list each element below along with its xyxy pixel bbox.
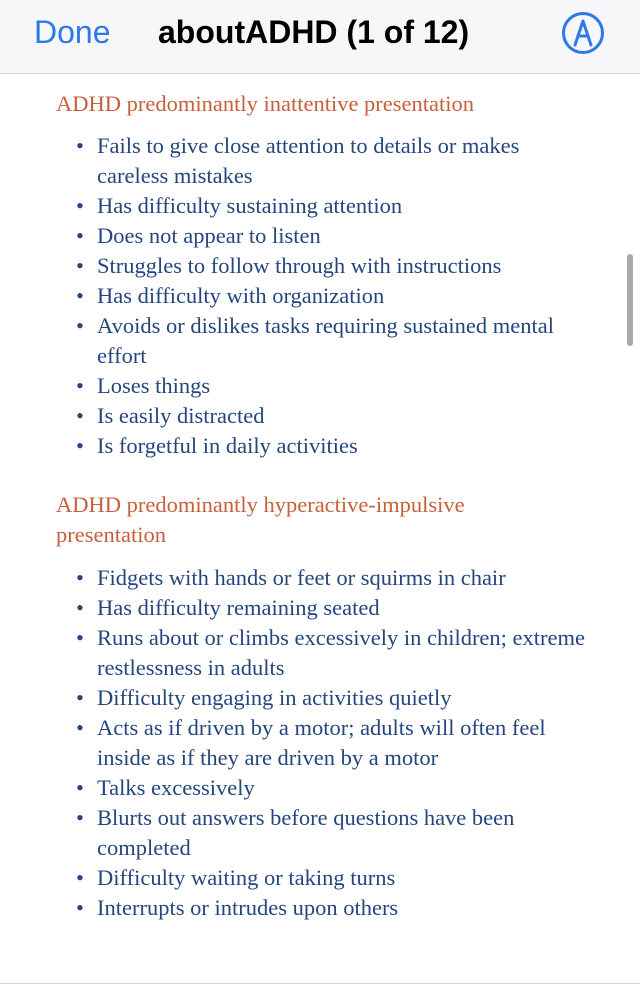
document-title: aboutADHD (1 of 12) [158, 14, 470, 50]
list-item: • Has difficulty with organization [0, 281, 600, 311]
bullet-icon: • [76, 133, 84, 158]
list-item: • Fidgets with hands or feet or squirms in chair [0, 563, 537, 593]
list-item: • Runs about or climbs excessively in children; extreme restlessness in adults [76, 625, 586, 680]
list-item: • Is forgetful in daily activities [0, 431, 600, 461]
bullet-icon: • [76, 595, 84, 620]
list-item: • Difficulty engaging in activities quietly [0, 683, 600, 713]
list-item: • Blurts out answers before questions have been completed [76, 805, 515, 860]
list-item: • Talks excessively [0, 773, 600, 803]
bullet-icon: • [76, 223, 84, 248]
bottom-divider [0, 983, 640, 984]
bullet-icon: • [76, 625, 84, 650]
list-item: • Fails to give close attention to details or makes careless mistakes [76, 133, 520, 188]
list-item: • Difficulty waiting or taking turns [0, 863, 600, 893]
section-heading-hyperactive: ADHD predominantly hyperactive-impulsive presentation [56, 492, 465, 547]
list-item: • Avoids or dislikes tasks requiring sustained mental effort [76, 313, 555, 368]
bullet-icon: • [76, 313, 84, 338]
bullet-icon: • [76, 373, 84, 398]
list-item: • Does not appear to listen [0, 221, 600, 251]
bullet-icon: • [76, 193, 84, 218]
done-button[interactable]: Done [34, 14, 111, 50]
navigation-bar [0, 0, 640, 74]
list-item: • Has difficulty sustaining attention [0, 191, 600, 221]
list-item: • Struggles to follow through with instructions [0, 251, 600, 281]
bullet-icon: • [76, 715, 84, 740]
bullet-icon: • [76, 775, 84, 800]
list-item: • Interrupts or intrudes upon others [0, 893, 600, 923]
markup-pen-icon[interactable] [560, 10, 606, 56]
vertical-scrollbar[interactable] [627, 254, 633, 346]
bullet-icon: • [76, 253, 84, 278]
section-heading-inattentive: ADHD predominantly inattentive presentation [56, 91, 475, 116]
bullet-icon: • [76, 403, 84, 428]
list-item: • Loses things [0, 371, 600, 401]
bullet-icon: • [76, 565, 84, 590]
list-item: • Is easily distracted [0, 401, 600, 431]
list-inattentive [0, 131, 600, 461]
bullet-icon: • [76, 895, 84, 920]
list-item: • Has difficulty remaining seated [0, 593, 600, 623]
bullet-icon: • [76, 685, 84, 710]
list-item: • Acts as if driven by a motor; adults will often feel inside as if they are driven by a motor [76, 715, 546, 770]
bullet-icon: • [76, 805, 84, 830]
bullet-icon: • [76, 283, 84, 308]
bullet-icon: • [76, 865, 84, 890]
list-hyperactive [0, 563, 600, 923]
bullet-icon: • [76, 433, 84, 458]
